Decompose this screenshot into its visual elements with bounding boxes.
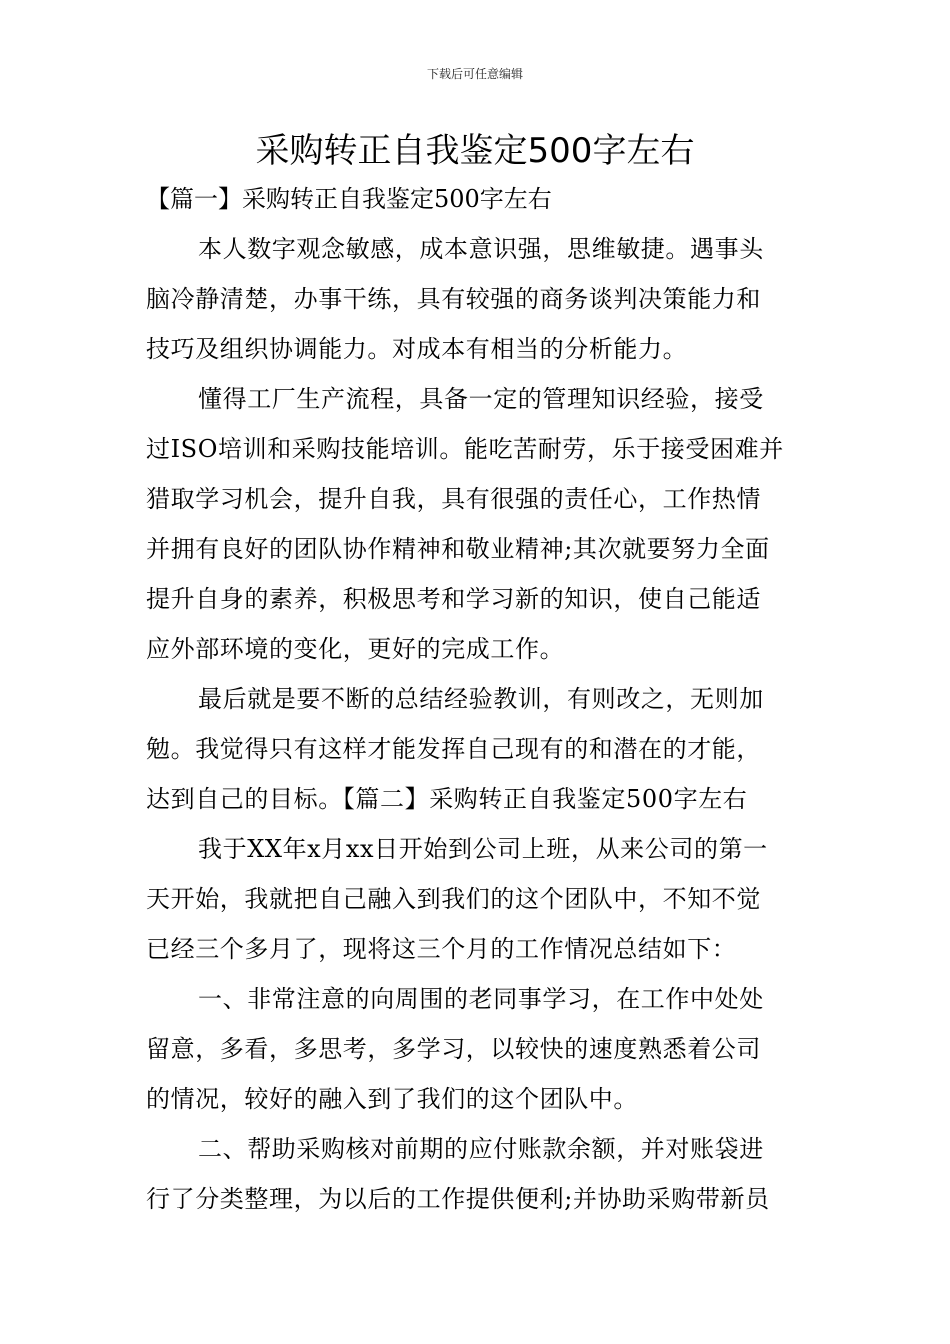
paragraph-line: 并拥有良好的团队协作精神和敬业精神;其次就要努力全面 bbox=[146, 535, 770, 563]
paragraph-line: 已经三个多月了，现将这三个月的工作情况总结如下： bbox=[146, 935, 737, 963]
paragraph-2 bbox=[146, 374, 806, 674]
paragraph-1 bbox=[146, 224, 806, 374]
paragraph-line: 应外部环境的变化，更好的完成工作。 bbox=[146, 635, 565, 663]
section-heading: 【篇一】采购转正自我鉴定500字左右 bbox=[146, 185, 552, 213]
paragraph-line: 脑冷静清楚，办事干练，具有较强的商务谈判决策能力和 bbox=[146, 285, 761, 313]
paragraph-line: 达到自己的目标。【篇二】采购转正自我鉴定500字左右 bbox=[146, 785, 748, 813]
paragraph-line: 我于XX年x月xx日开始到公司上班，从来公司的第一 bbox=[198, 835, 768, 863]
page-title: 采购转正自我鉴定500字左右 bbox=[255, 131, 695, 171]
paragraph-line: 留意，多看，多思考，多学习，以较快的速度熟悉着公司 bbox=[146, 1035, 761, 1063]
paragraph-line: 二、帮助采购核对前期的应付账款余额，并对账袋进 bbox=[198, 1135, 764, 1163]
paragraph-line: 勉。我觉得只有这样才能发挥自己现有的和潜在的才能， bbox=[146, 735, 761, 763]
paragraph-line: 最后就是要不断的总结经验教训，有则改之，无则加 bbox=[198, 685, 764, 713]
paragraph-3 bbox=[146, 674, 806, 824]
paragraph-line: 提升自身的素养，积极思考和学习新的知识，使自己能适 bbox=[146, 585, 761, 613]
paragraph-line: 技巧及组织协调能力。对成本有相当的分析能力。 bbox=[146, 335, 688, 363]
paragraph-5 bbox=[146, 974, 806, 1124]
paragraph-line: 猎取学习机会，提升自我，具有很强的责任心，工作热情 bbox=[146, 485, 761, 513]
paragraph-4 bbox=[146, 824, 806, 974]
paragraph-line: 本人数字观念敏感，成本意识强，思维敏捷。遇事头 bbox=[198, 235, 764, 263]
paragraph-line: 的情况，较好的融入到了我们的这个团队中。 bbox=[146, 1085, 638, 1113]
header-note: 下载后可任意编辑 bbox=[426, 67, 523, 81]
paragraph-line: 懂得工厂生产流程，具备一定的管理知识经验，接受 bbox=[198, 385, 764, 413]
paragraph-6 bbox=[146, 1124, 806, 1224]
paragraph-line: 一、非常注意的向周围的老同事学习，在工作中处处 bbox=[198, 985, 764, 1013]
paragraph-line: 天开始，我就把自己融入到我们的这个团队中，不知不觉 bbox=[146, 885, 761, 913]
paragraph-line: 行了分类整理，为以后的工作提供便利;并协助采购带新员 bbox=[146, 1185, 770, 1213]
paragraph-line: 过ISO培训和采购技能培训。能吃苦耐劳，乐于接受困难并 bbox=[146, 435, 784, 463]
document-body bbox=[146, 174, 806, 1224]
